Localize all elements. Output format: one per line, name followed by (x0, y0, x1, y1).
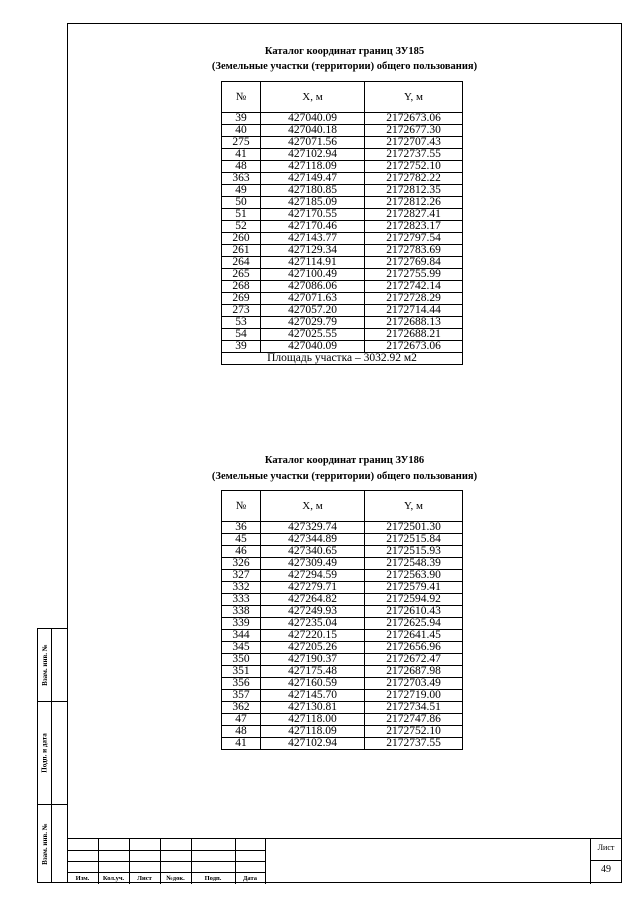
side-label-inv-orig-box (38, 804, 52, 884)
x-coordinate-cell: 427040.09 (261, 341, 365, 353)
stamp-label-sign: Подп. (204, 875, 222, 882)
y-coordinate-cell: 2172707.43 (365, 137, 463, 149)
table-row (222, 173, 463, 185)
y-coordinate-cell: 2172673.06 (365, 113, 463, 125)
point-number-cell: 47 (222, 714, 261, 726)
column-header-x: X, м (261, 82, 365, 113)
x-coordinate-cell: 427309.49 (261, 558, 365, 570)
point-number-cell: 40 (222, 125, 261, 137)
x-coordinate-cell: 427149.47 (261, 173, 365, 185)
point-number-cell: 50 (222, 197, 261, 209)
sheet-label: Лист (597, 843, 615, 852)
y-coordinate-cell: 2172594.92 (365, 594, 463, 606)
point-number-cell: 356 (222, 678, 261, 690)
point-number-cell: 39 (222, 341, 261, 353)
point-number-cell: 48 (222, 726, 261, 738)
y-coordinate-cell: 2172688.21 (365, 329, 463, 341)
point-number-cell: 49 (222, 185, 261, 197)
x-coordinate-cell: 427143.77 (261, 233, 365, 245)
x-coordinate-cell: 427145.70 (261, 690, 365, 702)
x-coordinate-cell: 427118.00 (261, 714, 365, 726)
point-number-cell: 332 (222, 582, 261, 594)
column-header-y: Y, м (365, 82, 463, 113)
table-row (222, 690, 463, 702)
table-header-row (222, 82, 463, 113)
x-coordinate-cell: 427025.55 (261, 329, 365, 341)
catalog2-title: Каталог координат границ ЗУ186 (264, 455, 425, 466)
x-coordinate-cell: 427340.65 (261, 546, 365, 558)
table-row (222, 630, 463, 642)
y-coordinate-cell: 2172656.96 (365, 642, 463, 654)
y-coordinate-cell: 2172501.30 (365, 522, 463, 534)
column-header-x: X, м (261, 491, 365, 522)
table-row (222, 185, 463, 197)
y-coordinate-cell: 2172734.51 (365, 702, 463, 714)
point-number-cell: 357 (222, 690, 261, 702)
table-row (222, 317, 463, 329)
side-label-inv-repl-box (38, 629, 52, 701)
y-coordinate-cell: 2172728.29 (365, 293, 463, 305)
table-row (222, 137, 463, 149)
point-number-cell: 264 (222, 257, 261, 269)
point-number-cell: 339 (222, 618, 261, 630)
x-coordinate-cell: 427235.04 (261, 618, 365, 630)
y-coordinate-cell: 2172747.86 (365, 714, 463, 726)
y-coordinate-cell: 2172672.47 (365, 654, 463, 666)
point-number-cell: 260 (222, 233, 261, 245)
catalog2-subtitle: (Земельные участки (территории) общего пользования) (211, 471, 478, 482)
stamp-label-change: Изм. (75, 875, 90, 882)
x-coordinate-cell: 427029.79 (261, 317, 365, 329)
table-row (222, 702, 463, 714)
x-coordinate-cell: 427130.81 (261, 702, 365, 714)
side-label-sign-date-box (38, 701, 52, 804)
y-coordinate-cell: 2172782.22 (365, 173, 463, 185)
y-coordinate-cell: 2172755.99 (365, 269, 463, 281)
x-coordinate-cell: 427220.15 (261, 630, 365, 642)
point-number-cell: 54 (222, 329, 261, 341)
y-coordinate-cell: 2172548.39 (365, 558, 463, 570)
point-number-cell: 345 (222, 642, 261, 654)
table-row (222, 305, 463, 317)
table-header-row (222, 491, 463, 522)
table-row (222, 197, 463, 209)
point-number-cell: 273 (222, 305, 261, 317)
point-number-cell: 52 (222, 221, 261, 233)
y-coordinate-cell: 2172769.84 (365, 257, 463, 269)
table-row (222, 594, 463, 606)
catalog1-table (221, 81, 463, 365)
y-coordinate-cell: 2172737.55 (365, 738, 463, 750)
x-coordinate-cell: 427205.26 (261, 642, 365, 654)
table-row (222, 726, 463, 738)
y-coordinate-cell: 2172641.45 (365, 630, 463, 642)
y-coordinate-cell: 2172677.30 (365, 125, 463, 137)
table-row (222, 113, 463, 125)
table-row (222, 329, 463, 341)
x-coordinate-cell: 427170.46 (261, 221, 365, 233)
y-coordinate-cell: 2172812.35 (365, 185, 463, 197)
x-coordinate-cell: 427185.09 (261, 197, 365, 209)
table-row (222, 678, 463, 690)
point-number-cell: 265 (222, 269, 261, 281)
point-number-cell: 36 (222, 522, 261, 534)
y-coordinate-cell: 2172714.44 (365, 305, 463, 317)
x-coordinate-cell: 427190.37 (261, 654, 365, 666)
column-header-y: Y, м (365, 491, 463, 522)
table-row (222, 606, 463, 618)
point-number-cell: 48 (222, 161, 261, 173)
point-number-cell: 333 (222, 594, 261, 606)
table-row (222, 149, 463, 161)
point-number-cell: 344 (222, 630, 261, 642)
table-row (222, 654, 463, 666)
stamp-label-doc: №док. (166, 875, 185, 882)
table-row (222, 281, 463, 293)
y-coordinate-cell: 2172673.06 (365, 341, 463, 353)
stamp-label-sheet: Лист (137, 875, 152, 882)
point-number-cell: 326 (222, 558, 261, 570)
x-coordinate-cell: 427264.82 (261, 594, 365, 606)
column-header-number: № (222, 491, 261, 522)
stamp-label-date: Дата (242, 875, 258, 882)
y-coordinate-cell: 2172719.00 (365, 690, 463, 702)
table-row (222, 546, 463, 558)
table-row (222, 714, 463, 726)
y-coordinate-cell: 2172687.98 (365, 666, 463, 678)
x-coordinate-cell: 427249.93 (261, 606, 365, 618)
x-coordinate-cell: 427329.74 (261, 522, 365, 534)
y-coordinate-cell: 2172827.41 (365, 209, 463, 221)
x-coordinate-cell: 427071.56 (261, 137, 365, 149)
y-coordinate-cell: 2172703.49 (365, 678, 463, 690)
x-coordinate-cell: 427086.06 (261, 281, 365, 293)
point-number-cell: 53 (222, 317, 261, 329)
x-coordinate-cell: 427160.59 (261, 678, 365, 690)
x-coordinate-cell: 427102.94 (261, 149, 365, 161)
point-number-cell: 46 (222, 546, 261, 558)
table-row (222, 618, 463, 630)
point-number-cell: 41 (222, 149, 261, 161)
y-coordinate-cell: 2172742.14 (365, 281, 463, 293)
point-number-cell: 350 (222, 654, 261, 666)
x-coordinate-cell: 427040.09 (261, 113, 365, 125)
x-coordinate-cell: 427114.91 (261, 257, 365, 269)
catalog1-subtitle: (Земельные участки (территории) общего пользования) (211, 61, 478, 72)
y-coordinate-cell: 2172515.84 (365, 534, 463, 546)
point-number-cell: 275 (222, 137, 261, 149)
y-coordinate-cell: 2172797.54 (365, 233, 463, 245)
x-coordinate-cell: 427175.48 (261, 666, 365, 678)
table-row (222, 161, 463, 173)
y-coordinate-cell: 2172625.94 (365, 618, 463, 630)
y-coordinate-cell: 2172563.90 (365, 570, 463, 582)
y-coordinate-cell: 2172515.93 (365, 546, 463, 558)
y-coordinate-cell: 2172579.41 (365, 582, 463, 594)
table-row (222, 269, 463, 281)
point-number-cell: 351 (222, 666, 261, 678)
x-coordinate-cell: 427071.63 (261, 293, 365, 305)
x-coordinate-cell: 427170.55 (261, 209, 365, 221)
area-row (222, 353, 463, 365)
y-coordinate-cell: 2172823.17 (365, 221, 463, 233)
point-number-cell: 261 (222, 245, 261, 257)
title-block (67, 838, 622, 883)
stamp-label-qty: Кол.уч. (102, 875, 125, 882)
table-row (222, 221, 463, 233)
x-coordinate-cell: 427057.20 (261, 305, 365, 317)
x-coordinate-cell: 427118.09 (261, 161, 365, 173)
catalog2-table (221, 490, 463, 750)
table-row (222, 245, 463, 257)
side-label-inv-repl: Взам. инв. № (41, 644, 50, 686)
table-row (222, 738, 463, 750)
x-coordinate-cell: 427102.94 (261, 738, 365, 750)
x-coordinate-cell: 427118.09 (261, 726, 365, 738)
table-row (222, 666, 463, 678)
table-row (222, 341, 463, 353)
y-coordinate-cell: 2172737.55 (365, 149, 463, 161)
side-stamp (37, 628, 67, 883)
point-number-cell: 269 (222, 293, 261, 305)
table-row (222, 558, 463, 570)
point-number-cell: 268 (222, 281, 261, 293)
table-row (222, 570, 463, 582)
table-row (222, 233, 463, 245)
side-label-sign-date: Подп. и дата (41, 732, 50, 773)
y-coordinate-cell: 2172812.26 (365, 197, 463, 209)
table-row (222, 293, 463, 305)
table-row (222, 522, 463, 534)
x-coordinate-cell: 427129.34 (261, 245, 365, 257)
sheet-number: 49 (601, 864, 611, 875)
y-coordinate-cell: 2172752.10 (365, 726, 463, 738)
catalog1-title: Каталог координат границ ЗУ185 (264, 46, 425, 57)
table-row (222, 125, 463, 137)
point-number-cell: 327 (222, 570, 261, 582)
y-coordinate-cell: 2172688.13 (365, 317, 463, 329)
table-row (222, 257, 463, 269)
x-coordinate-cell: 427040.18 (261, 125, 365, 137)
x-coordinate-cell: 427279.71 (261, 582, 365, 594)
table-row (222, 209, 463, 221)
point-number-cell: 362 (222, 702, 261, 714)
point-number-cell: 41 (222, 738, 261, 750)
point-number-cell: 45 (222, 534, 261, 546)
x-coordinate-cell: 427180.85 (261, 185, 365, 197)
sheet-divider (590, 860, 622, 861)
title-block-col-line (265, 839, 266, 884)
table-row (222, 534, 463, 546)
table-row (222, 582, 463, 594)
x-coordinate-cell: 427294.59 (261, 570, 365, 582)
point-number-cell: 363 (222, 173, 261, 185)
side-label-inv-orig: Взам. инв. № (41, 823, 50, 865)
point-number-cell: 39 (222, 113, 261, 125)
point-number-cell: 51 (222, 209, 261, 221)
x-coordinate-cell: 427100.49 (261, 269, 365, 281)
column-header-number: № (222, 82, 261, 113)
x-coordinate-cell: 427344.89 (261, 534, 365, 546)
area-value: Площадь участка – 3032.92 м2 (222, 353, 463, 365)
point-number-cell: 338 (222, 606, 261, 618)
y-coordinate-cell: 2172610.43 (365, 606, 463, 618)
y-coordinate-cell: 2172783.69 (365, 245, 463, 257)
y-coordinate-cell: 2172752.10 (365, 161, 463, 173)
table-row (222, 642, 463, 654)
